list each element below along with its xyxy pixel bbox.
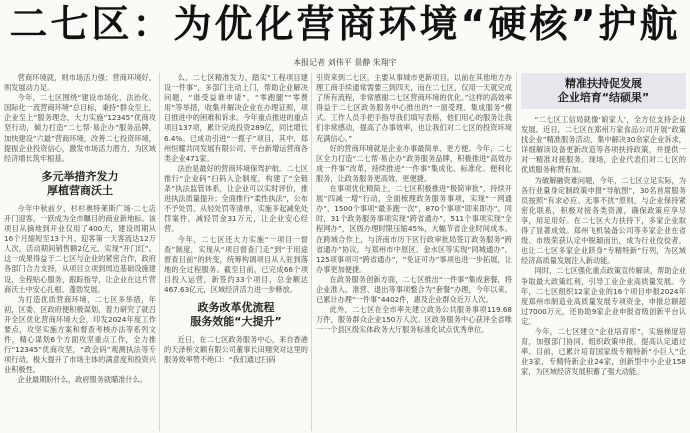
section-subhead-2: 政务改革优流程 服务效能“大提升”	[190, 301, 282, 329]
paragraph: 好的营商环境就是企业办事最简单、更方便。今年，二七区全力打造“二七帮·易企办”政务服务品牌，积极推进“高效办成一件事”改革，持续推进“一件事”集成化、标准化、便利化服务，让政务服务更高效、更便捷。	[316, 143, 512, 183]
paragraph: 为打造优质营商环境，二七区多举措，年初，区委、区政府便积极谋划，着力研究了就召开全区优化营商环境大会，印发2024年度工作要点，攻坚实施方案和督查考核办法等系列文件，精心谋划6个方面攻坚重点工作，全力推行“12345”优商攻坚，“政会码”观测执法等专项行动，极大提升了市场主体的满意度和投资兴业积极性。	[4, 294, 156, 375]
paragraph: “二七区工信局就像‘娘家人’，全方位支持企业发展。近日，二七区在郑州万家食品公司开展“政策找企业”精准服务活动，集中解决30余家企业诉求，详细解读设备更新改造等各项扶持政策，并提供一对一精准对接服务。现场，企业代表们对二七区的优质服务称赞有加。	[521, 115, 686, 175]
paragraph: 营商环境就，则市场活力强；营商环境好，则发展动力足。	[4, 73, 156, 93]
paragraph: 在事项优化精简上，二七区积极推进“极简审批”，持续开展“四减一增”行动，全面梳理政务服务事项，实现“一网通办”，1500个事项“最多跑一次”，870个事项“即来即办”。同时，31个政务服务事项实现“跨省通办”，511个事项实现“全程网办”，区级办理时限压缩45%，大幅节省企业时间成本。在跨域合作上，与济南市历下区行政审批局签订政务服务“跨省通办”协议，与郑州市中原区、金水区等实现“同城通办”，125项事项可“跨省通办”，“免证可办”事项也进一步拓展，让办事更加便捷。	[316, 184, 512, 274]
paragraph: 法治是最好的营商环境保驾护航。二七区推行“企业码”扫码入企制度，构建了“全链条”执法监管体系，让企业可以实时评价，推进执法质量提升；全面推行“柔性执法”，公布不予处罚、从轻处罚等清单，实施多起减免处罚案件，减轻罚金31万元，让企业安心经营。	[164, 163, 308, 234]
paragraph: 今年，二七区建立“企业培育库”，实施梯度培育，加强部门协同，组织政策申报，提高认定通过率。目前，已累计培育国家级专精特新“小巨人”企业3家，专精特新企业24家，创新型中小企业158家，为区域经济发展积蓄了强大动能。	[521, 326, 686, 377]
paragraph: 为破解融资难问题，今年，二七区立足实际，为各行业量身定制政策申报“导航图”，30名首席服务员按照“有求必应、无事不扰”原则，与企业保持紧密化联系，积极对接各类资源，确保政策应享尽享，用足用好。在二七区大力扶持下，多家企业取得了显著成效。郑州飞机装备公司等多家企业在省级、市级荣获认定中脱颖而出，成为行业佼佼者，也让二七区多家企业跻身“专精特新”行列，为区域经济高质量发展注入新动能。	[521, 175, 686, 266]
article-byline: 本报记者 刘伟平 景静 朱翔宇	[293, 58, 397, 67]
section-subhead-1: 多元举措齐发力 厚植营商沃土	[41, 169, 119, 197]
column-1	[4, 73, 156, 433]
paragraph: 在政务服务创新方面，二七区推出“一件事”集成套餐，将企业准入、准营、退出等事项整合为“套餐”办理，今年以来，已累计办理“一件事”4402件，惠及企业群众近万人次。	[316, 274, 512, 305]
paragraph: 引资来到二七区，主要从事城市更新项目。以前在其他地方办理工商手续通常需要三到四天，而在二七区，仅用一天就完成了所有流程，非常感谢二七区营商环境的优化。”这样的高效率得益于二七区政务服务中心推出的“一窗受理、集成服务”模式。工作人员手把手指导我们填写表格，他们用心的服务让我们非常感动，提高了办事效率，也让我们对二七区的投资环境充满信心。”	[316, 73, 512, 143]
section-subhead-3: 精准扶持促发展 企业培育“结硕果”	[521, 73, 686, 109]
column-3	[316, 73, 512, 433]
column-4	[521, 73, 686, 433]
column-divider	[311, 73, 312, 431]
paragraph: 同时，二七区强化重点政策宣传解读，帮助企业争取最大政策红利，引导工业企业高质量发展。今年，二七区组织12家企业的16个项目申报2024年度郑州市制造业高质量发展专项资金，申报总额超过7000万元，还协助9家企业申报省级创新平台认定。	[521, 266, 686, 326]
article-headline: 二七区：为优化营商环境“硬核”护航	[9, 2, 681, 46]
paragraph: 近日，在二七区政务服务中心，来自香港的天泽桥文额有限公司董事长田翔突对这里的服务效率赞不绝口：“我们通过扫码	[164, 335, 308, 365]
paragraph: 么。二七区精准发力，踏实“工程项目建设一件事”，多部门主动上门，帮助企业解决问题，“谁受益谁申请”，“零跑腿”“零费用”等举措，收集并解决企业在办理证照，项目推进中的困难和诉求。今年重点推进的重点项目137项，累计完成投资289亿，同比增长6.4%。已成功引进“一揽子”项目，其中，郑州恒耀共同发展有限公司、平台新增运营商各类企业471家。	[164, 73, 308, 163]
paragraph: 今年，二七区还大力实施“一项目一督查”制度，实现从“项目督查门走”到“于用途督查目前”的转变，统筹构调项目从入驻到落地的全过程服务。截至目前，已完成66个项目投入运营，新签约33个项目，总金额达467.63亿元，区域经济活力进一步释放。	[164, 234, 308, 294]
paragraph: 此外，二七区在全市率先建立政务公共服务事项119.68万件，服务群众企业150万人次。区政务服务中心获评全省唯一一个县区级实体政务大厅服务标准化试点优秀单位。	[316, 305, 512, 335]
column-divider	[159, 73, 160, 431]
paragraph: 今年中秋前夕，杉杉奥特莱斯广场·二七店开门迎客，一跃成为全市瞩目的商业新地标。该项目从摘地到开业仅用了400天，建设周期从16个月缩短至13个月。迎客第一天客流达12万人次，活动期间销售额2亿元，实现“开门红”。这一成果得益于二七区与企业的紧密合作，政府各部门合力支持，从项目立项到周边基础设施建设，全程贴心服务，跟踪指导，让企业在这片营商沃土中安心扎根、蓬勃发展。	[4, 203, 156, 294]
column-divider	[516, 73, 517, 431]
paragraph: 今年，二七区围绕“建设市场化、法治化、国际化一流营商环境”总目标，秉持“群众至上，企业至上”服务理念，大力实施“12345”优商攻坚行动，倾力打造“二七帮·易企办”服务品牌，加快建设“六最”营商环境，改善二七投资环境，提振企业投资信心，激发市场活力潜力，为区域经济增长筑牢根基。	[4, 93, 156, 163]
column-2	[164, 73, 308, 433]
paragraph: 企业最期盼什么，政府服务就瞄准什么。	[17, 375, 148, 385]
